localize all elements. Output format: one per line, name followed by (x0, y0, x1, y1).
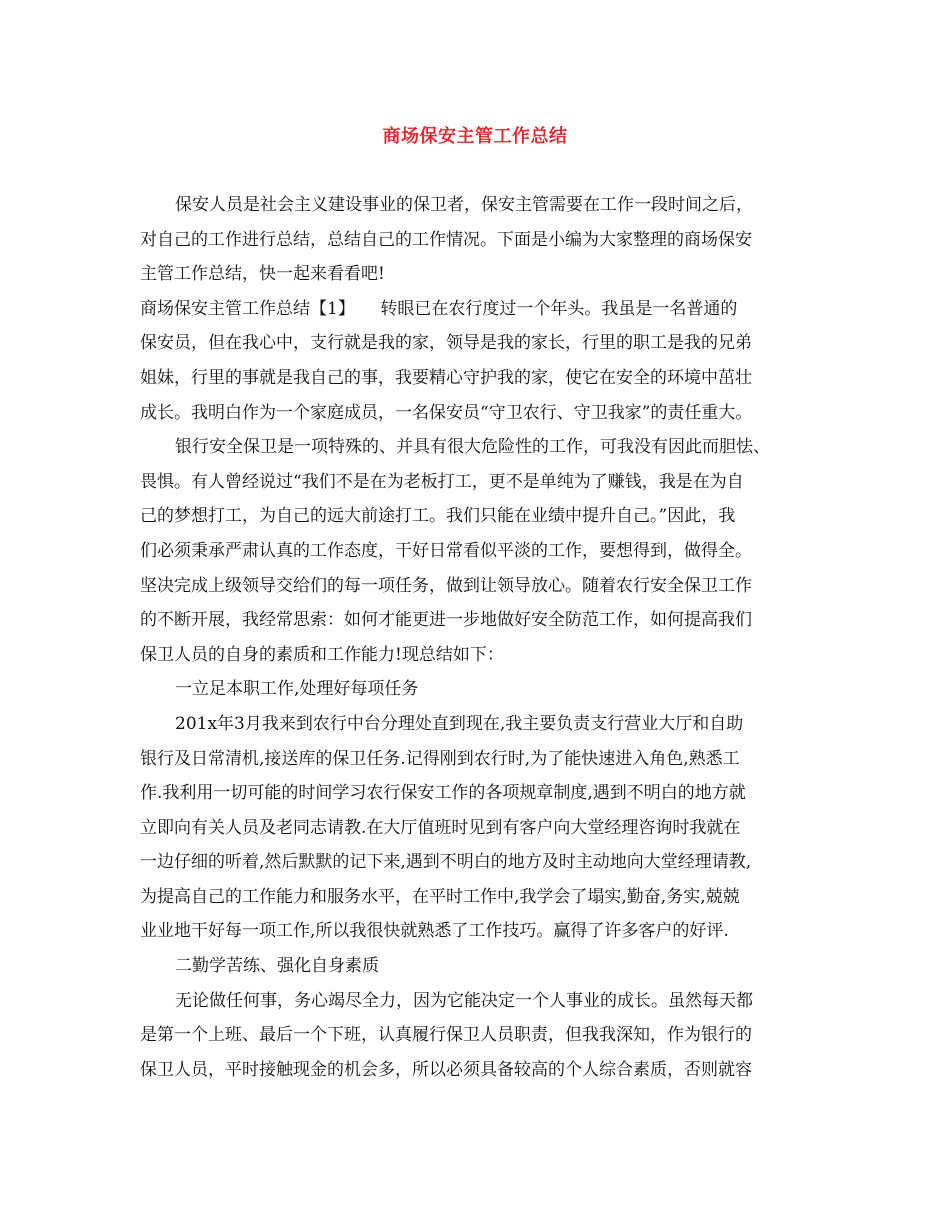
text-line: 己的梦想打工，为自己的远大前途打工。我们只能在业绩中提升自己。”因此，我 (140, 506, 736, 527)
text-line: 姐妹，行里的事就是我自己的事，我要精心守护我的家，使它在安全的环境中茁壮 (140, 367, 752, 388)
document-body (140, 188, 830, 1087)
text-line: 是第一个上班、最后一个下班，认真履行保卫人员职责，但我我深知，作为银行的 (140, 1025, 752, 1046)
text-line: 保卫人员的自身的素质和工作能力!现总结如下： (140, 644, 504, 665)
text-line: 银行及日常清机,接送库的保卫任务.记得刚到农行时,为了能快速进入角色,熟悉工 (140, 748, 740, 769)
text-line: 保安员，但在我心中，支行就是我的家，领导是我的家长，行里的职工是我的兄弟 (140, 333, 752, 354)
text-line: 坚决完成上级领导交给们的每一项任务，做到让领导放心。随着农行安全保卫工作 (140, 575, 752, 596)
text-line: 201x年3月我来到农行中台分理处直到现在,我主要负责支行营业大厅和自助 (175, 713, 744, 734)
text-line: 成长。我明白作为一个家庭成员，一名保安员“守卫农行、守卫我家”的责任重大。 (140, 402, 753, 423)
section-heading: 一立足本职工作,处理好每项任务 (175, 679, 419, 700)
text-line: 为提高自己的工作能力和服务水平，在平时工作中,我学会了塌实,勤奋,务实,兢兢 (140, 886, 740, 907)
text-line: 保卫人员，平时接触现金的机会多，所以必须具备较高的个人综合素质，否则就容 (140, 1059, 752, 1080)
text-line: 对自己的工作进行总结，总结自己的工作情况。下面是小编为大家整理的商场保安 (140, 229, 752, 250)
text-line: 们必须秉承严肃认真的工作态度，干好日常看似平淡的工作，要想得到，做得全。 (140, 540, 752, 561)
text-line: 的不断开展，我经常思索：如何才能更进一步地做好安全防范工作，如何提高我们 (140, 610, 752, 631)
text-line: 主管工作总结，快一起来看看吧! (140, 264, 385, 285)
text-line: 无论做任何事，务心竭尽全力，因为它能决定一个人事业的成长。虽然每天都 (175, 990, 753, 1011)
text-line: 立即向有关人员及老同志请教.在大厅值班时见到有客户向大堂经理咨询时我就在 (140, 817, 741, 838)
text-line: 保安人员是社会主义建设事业的保卫者，保安主管需要在工作一段时间之后， (175, 195, 753, 215)
text-line: 畏惧。有人曾经说过“我们不是在为老板打工，更不是单纯为了赚钱，我是在为自 (140, 471, 744, 492)
text-line: 银行安全保卫是一项特殊的、并具有很大危险性的工作，可我没有因此而胆怯、 (175, 437, 770, 458)
text-line: 商场保安主管工作总结【1】 转眼已在农行度过一个年头。我虽是一名普通的 (140, 298, 738, 319)
section-heading: 二勤学苦练、强化自身素质 (175, 956, 379, 977)
document-title: 商场保安主管工作总结 (382, 126, 568, 147)
text-line: 业业地干好每一项工作,所以我很快就熟悉了工作技巧。赢得了许多客户的好评. (140, 921, 729, 942)
text-line: 一边仔细的听着,然后默默的记下来,遇到不明白的地方及时主动地向大堂经理请教, (140, 852, 752, 873)
text-line: 作.我利用一切可能的时间学习农行保安工作的各项规章制度,遇到不明白的地方就 (140, 783, 746, 804)
